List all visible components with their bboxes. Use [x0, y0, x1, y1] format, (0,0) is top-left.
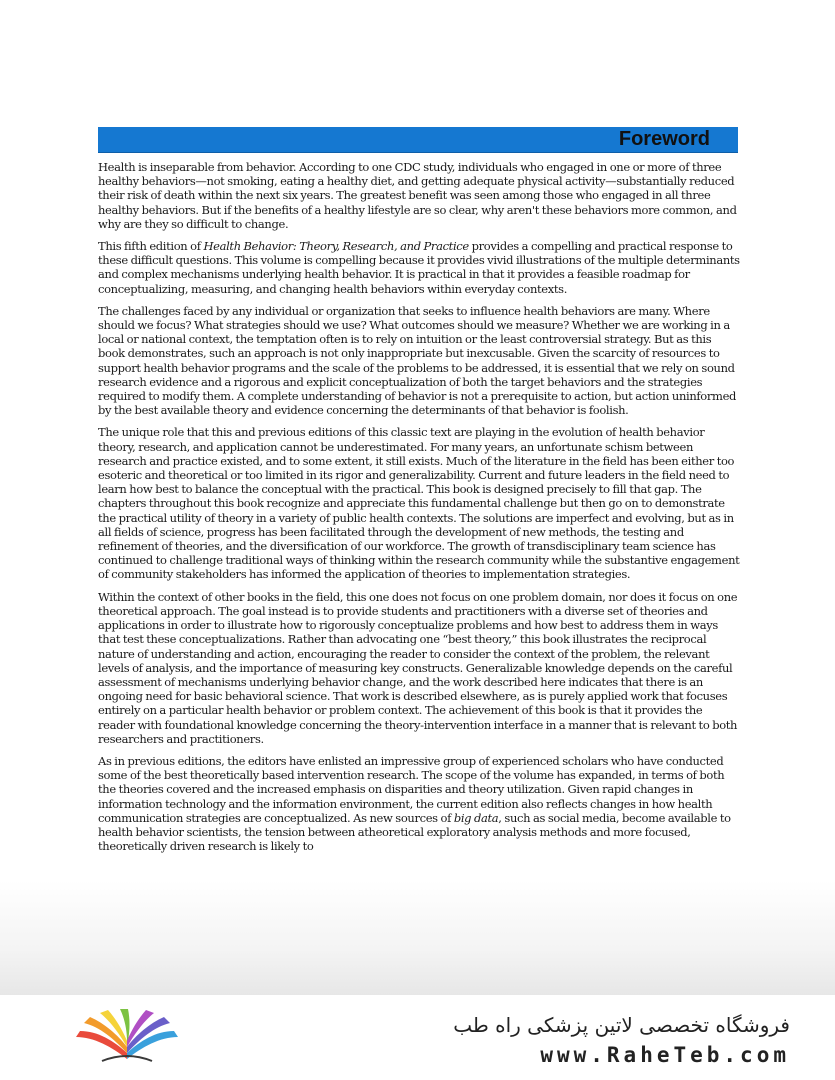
paragraph-3: The challenges faced by any individual or organization that seeks to influence health behaviors are many. Where should we focus? What strategies should we use? What outcomes should we measure? Whether we are working in a local or national context, the temptation often is to rely on intuition or the least controversial strategy. But as this book demonstrates, such an approach is not only inappropriate but inexcusable. Given the scarcity of resources to support health behavior programs and the scale of the problems to be addressed, it is essential that we rely on sound research evidence and a rigorous and explicit conceptualization of both the target behaviors and the strategies required to modify them. A complete understanding of behavior is not a prerequisite to action, but action uninformed by the best available theory and evidence concerning the determinants of that behavior is foolish.	[98, 303, 737, 418]
paragraph-4: The unique role that this and previous editions of this classic text are playing in the evolution of health behavior theory, research, and application cannot be underestimated. For many years, an unfortunate schism between research and practice existed, and to some extent, it still exists. Much of the literature in the field has been either too esoteric and theoretical or too limited in its rigor and generalizability. Current and future leaders in the field need to learn how best to balance the conceptual with the practical. This book is designed precisely to fill that gap. The chapters throughout this book recognize and appreciate this fundamental challenge but then go on to demonstrate the practical utility of theory in a variety of public health contexts. The solutions are imperfect and evolving, but as in all fields of science, progress has been facilitated through the development of new methods, the testing and refinement of theories, and the diversification of our workforce. The growth of transdisciplinary team science has continued to challenge traditional ways of thinking within the research community while the substantive engagement of community stakeholders has informed the application of theories to implementation strategies.	[98, 425, 740, 582]
paragraph-1: Health is inseparable from behavior. According to one CDC study, individuals who engaged in one or more of three healthy behaviors—not smoking, eating a healthy diet, and getting adequate physical activity—substantially reduced their risk of death within the next six years. The greatest benefit was seen among those who engaged in all three healthy behaviors. But if the benefits of a healthy lifestyle are so clear, why aren't these behaviors more common, and why are they so difficult to change.	[98, 160, 737, 231]
watermark-footer	[0, 995, 835, 1080]
paragraph-2-rest: provides a compelling and practical response to these difficult questions. This volume is compelling because it provides vivid illustrations of the multiple determinants and complex mechanisms underlying health behavior. It is practical in that it provides a feasible roadmap for conceptualizing, measuring, and changing health behaviors within everyday contexts.	[98, 239, 740, 296]
section-title: Foreword	[618, 128, 710, 150]
paragraph-5: Within the context of other books in the field, this one does not focus on one problem domain, nor does it focus on one theoretical approach. The goal instead is to provide students and practitioners with a diverse set of theories and applications in order to illustrate how to rigorously conceptualize problems and how best to address them in ways that test these conceptualizations. Rather than advocating one “best theory,” this book illustrates the reciprocal nature of understanding and action, encouraging the reader to consider the context of the problem, the relevant levels of analysis, and the importance of measuring key constructs. Generalizable knowledge depends on the careful assessment of mechanisms underlying behavior change, and the work described here indicates that there is an ongoing need for basic behavioral science. That work is described elsewhere, as is purely applied work that focuses entirely on a particular health behavior or problem context. The achievement of this book is that it provides the reader with foundational knowledge concerning the theory-intervention interface in a manner that is relevant to both researchers and practitioners.	[98, 589, 738, 746]
paragraph-2-start: This fifth edition of	[98, 239, 204, 254]
store-url: www.RaheTeb.com	[540, 1043, 790, 1067]
body-text	[98, 160, 740, 861]
store-name: فروشگاه تخصصی لاتین پزشکی راه طب	[453, 1013, 790, 1037]
paragraph-6-start: As in previous editions, the editors have enlisted an impressive group of experienced scholars who have conducted some of the best theoretically based intervention research. The scope of the volume has expanded, in terms of both the theories covered and the increased emphasis on disparities and theory utilization. Given rapid changes in information technology and the information environment, the current edition also reflects changes in how health communication strategies are conceptualized. As new sources of	[98, 753, 725, 825]
open-book-logo-icon	[72, 1007, 182, 1067]
page-fade-overlay	[0, 880, 835, 995]
paragraph-2	[98, 239, 740, 296]
book-title: Health Behavior: Theory, Research, and Practice	[203, 239, 469, 254]
big-data-term: big data	[453, 810, 499, 825]
paragraph-6-rest: , such as social media, become available to health behavior scientists, the tension between atheoretical exploratory analysis methods and more focused, theoretically driven research is likely to	[98, 810, 731, 854]
paragraph-6	[98, 754, 740, 853]
section-header-bar	[98, 127, 738, 153]
